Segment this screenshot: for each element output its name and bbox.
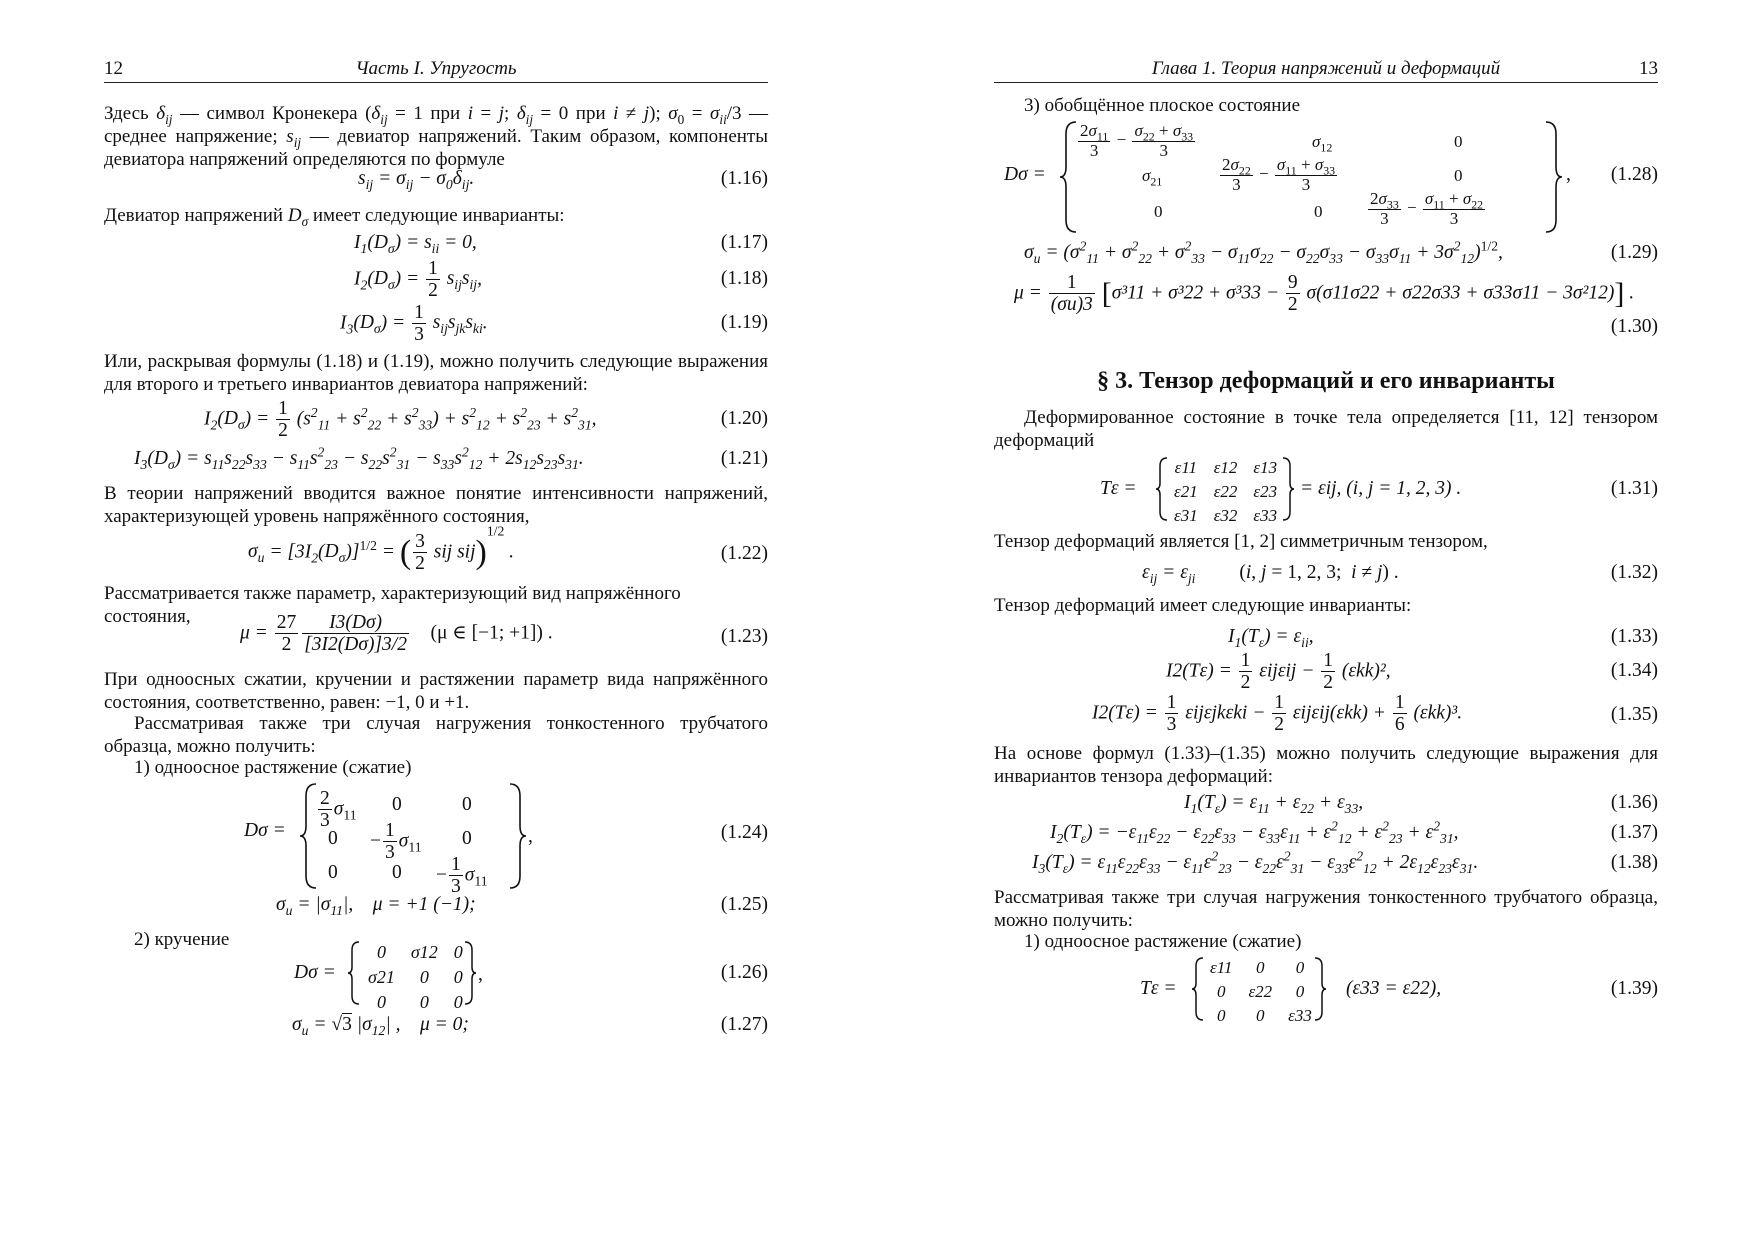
section-title: § 3. Тензор деформаций и его инварианты	[1097, 368, 1555, 394]
paragraph: Или, раскрывая формулы (1.18) и (1.19), можно получить следующие выражения для второго и третьего инвариантов девиатора напряжений:	[104, 351, 768, 395]
equation-number: (1.38)	[1610, 852, 1658, 873]
matrix-cell: 0	[419, 992, 429, 1012]
matrix-cell: 0	[376, 992, 386, 1012]
equation-number: (1.30)	[1610, 316, 1658, 337]
equation-number: (1.22)	[720, 543, 768, 564]
matrix-cell: ε32	[1213, 506, 1238, 525]
matrix-cell: 0	[1216, 982, 1226, 1001]
page-number: 12	[104, 58, 123, 79]
equation-1-22: $\sigma_u = [3I_2(D_\sigma)]^{1/2}$ = ( $\frac{3}{2}$ sij sij)$^{1/2}$ . (1.22)	[248, 523, 768, 575]
matrix-cell: 0	[1295, 982, 1305, 1001]
paragraph: Здесь $\delta_{ij}$ — символ Кронекера ($\delta_{ij} = 1$ при i = j; $\delta_{ij} = 0$ при i ≠ j); $\sigma_0 = \sigma_{ii}/3$ — среднее напряжение; $s_{ij}$ — девиатор напряжений. Таким образом, компоненты девиатора напряжений определяются по формуле	[104, 103, 769, 170]
list-item: 1) одноосное растяжение (сжатие)	[134, 757, 412, 778]
equation-number: (1.21)	[720, 448, 768, 469]
matrix-cell: 0	[1256, 958, 1265, 977]
matrix-cell: ε11	[1210, 958, 1233, 977]
equation-1-20: $I_2(D_\sigma)$ = $\frac{1}{2}$ $(s^2_{11} + s^2_{22} + s^2_{33}) + s^2_{12} + s^2_{23} + s^2_{31}$, (1.20)	[204, 398, 768, 442]
equation-1-26: Dσ = 0 σ12 0 σ21 0 0 0 0 0 , (1.26)	[104, 940, 768, 1006]
paragraph: Деформированное состояние в точке тела определяется [11, 12] тензором деформаций	[994, 407, 1658, 451]
matrix-cell: 0	[419, 967, 429, 987]
matrix-cell: ε22	[1248, 982, 1273, 1001]
equation-number: (1.33)	[1610, 626, 1658, 647]
equation-number: (1.31)	[1610, 478, 1658, 499]
matrix-cell: ε33	[1288, 1006, 1312, 1025]
right-page: Глава 1. Теория напряжений и деформаций 13 3) обобщённое плоское состояние Dσ = $\frac{2\sigma_{11}}{3}$ − $\frac{\sigma_{22} + \sigma_{33}}{3}$ $\sigma_{12}$ 0 $\sigma_{21}$ $\frac{2\sigma_{22}}{3}$ − $\frac{\sigma_{11} + \sigma_{33}}{3}$ 0 0 0 $\frac{2\sigma_{33}}{3}$ − $\frac{\sigma_{11} + \sigma_{22}}{3}$ , (1.28) $\sigma_u = (\sigma^2_{11} + \sigma^2_{22} + \sigma^2_{33} - \sigma_{11}\sigma_{22} - \sigma_{22}\sigma_{33} - \sigma_{33}\sigma_{11} + 3\sigma^2_{12})^{1/2}$, (1.29) μ = $\frac{1}{(\sigma u)3}$ [σ³11 + σ³22 + σ³33 − $\frac{9}{2}$ σ(σ11σ22 + σ22σ33 + σ33σ11 − 3σ²12)] . (1.30) § 3. Тензор деформаций и его инварианты Деформированное состояние в точке тела определяется [11, 12] тензором деформаций Tε = ε11 ε12 ε13 ε21 ε22 ε23 ε31 ε32 ε33 = εij, (i, j = 1, 2, 3) . (1.31) Тензор деформаций является [1, 2] симметричным тензором, $\varepsilon_{ij} = \varepsilon_{ji}$ (i, j = 1, 2, 3; i ≠ j) . (1.32) Тензор деформаций имеет следующие инварианты: $I_1(T_\varepsilon) = \varepsilon_{ii}$, (1.33) I2(Tε) = $\frac{1}{2}$ εijεij − $\frac{1}{2}$ (εkk)², (1.34) I2(Tε) = $\frac{1}{3}$ εijεjkεki − $\frac{1}{2}$ εijεij(εkk) + $\frac{1}{6}$ (εkk)³. (1.35) На основе формул (1.33)–(1.35) можно получить следующие выражения для инвариантов тензора деформаций: $I_1(T_\varepsilon) = \varepsilon_{11} + \varepsilon_{22} + \varepsilon_{33}$, (1.36) $I_2(T_\varepsilon) = -\varepsilon_{11}\varepsilon_{22} - \varepsilon_{22}\varepsilon_{33} - \varepsilon_{33}\varepsilon_{11} + \varepsilon^2_{12} + \varepsilon^2_{23} + \varepsilon^2_{31}$, (1.37) $I_3(T_\varepsilon) = \varepsilon_{11}\varepsilon_{22}\varepsilon_{33} - \varepsilon_{11}\varepsilon^2_{23} - \varepsilon_{22}\varepsilon^2_{31} - \varepsilon_{33}\varepsilon^2_{12} + 2\varepsilon_{12}\varepsilon_{23}\varepsilon_{31}$. (1.38) Рассматривая также три случая нагружения тонкостенного трубчатого образца, можно получить: 1) одноосное растяжение (сжатие) Tε = ε11 0 0 0 ε22 0 0 0 ε33 (ε33 = ε22), (1.39)	[994, 0, 1658, 1241]
matrix-cell: ε13	[1253, 458, 1278, 477]
equation-number: (1.39)	[1610, 978, 1658, 999]
list-item: 1) одноосное растяжение (сжатие)	[1024, 931, 1302, 952]
matrix	[360, 940, 471, 1015]
equation-number: (1.16)	[720, 168, 768, 189]
list-item: 3) обобщённое плоское состояние	[1024, 95, 1301, 116]
paragraph: Тензор деформаций является [1, 2] симметричным тензором,	[994, 531, 1488, 552]
running-header	[104, 56, 768, 83]
paragraph: Девиатор напряжений $D_\sigma$ имеет следующие инварианты:	[104, 205, 565, 229]
running-head-title: Часть I. Упругость	[355, 58, 517, 79]
matrix-cell: ε33	[1253, 506, 1278, 525]
matrix-cell: 0	[1295, 958, 1305, 977]
equation-number: (1.35)	[1610, 704, 1658, 725]
matrix-cell: σ21	[368, 967, 395, 987]
equation-1-19: $I_3(D_\sigma)$ = $\frac{1}{3}$ $s_{ij}s_{jk}s_{ki}$. (1.19)	[340, 302, 768, 346]
matrix-cell: ε21	[1174, 482, 1198, 501]
matrix-cell: 0	[1256, 1006, 1265, 1025]
matrix-cell: 0	[453, 942, 463, 962]
equation-number: (1.23)	[720, 626, 768, 647]
equation-number: (1.17)	[720, 232, 768, 253]
matrix-cell: ε31	[1174, 506, 1198, 525]
matrix-cell: σ12	[410, 942, 438, 962]
paragraph: Рассматривая также три случая нагружения тонкостенного трубчатого образца, можно получить:	[104, 713, 768, 757]
paragraph: Рассматривается также параметр, характеризующий вид напряжённого состояния,	[104, 583, 681, 627]
equation-1-35: I2(Tε) = $\frac{1}{3}$ εijεjkεki − $\frac{1}{2}$ εijεij(εkk) + $\frac{1}{6}$ (εkk)³. (1.35)	[1092, 692, 1658, 736]
matrix-cell: ε22	[1213, 482, 1238, 501]
equation-number: (1.32)	[1610, 562, 1658, 583]
matrix-cell: ε11	[1174, 458, 1198, 477]
equation-number: (1.19)	[720, 312, 768, 333]
matrix	[1202, 956, 1320, 1028]
equation-1-31: Tε = ε11 ε12 ε13 ε21 ε22 ε23 ε31 ε32 ε33 = εij, (i, j = 1, 2, 3) . (1.31)	[994, 456, 1658, 522]
matrix	[1166, 456, 1285, 528]
matrix-cell: 0	[376, 942, 386, 962]
equation-number: (1.37)	[1610, 822, 1658, 843]
running-head-title: Глава 1. Теория напряжений и деформаций	[1151, 58, 1501, 79]
equation-number: (1.27)	[720, 1014, 768, 1035]
paragraph: В теории напряжений вводится важное понятие интенсивности напряжений, характеризующей уровень напряжённого состояния,	[104, 483, 768, 527]
equation-number: (1.18)	[720, 268, 768, 289]
equation-number: (1.34)	[1610, 660, 1658, 681]
equation-number: (1.25)	[720, 894, 768, 915]
equation-number: (1.29)	[1610, 242, 1658, 263]
list-item: 2) кручение	[134, 929, 230, 950]
paragraph: Тензор деформаций имеет следующие инварианты:	[994, 595, 1412, 616]
matrix-cell: ε12	[1213, 458, 1238, 477]
left-page: 12 Часть I. Упругость Здесь $\delta_{ij}$ — символ Кронекера ($\delta_{ij} = 1$ при i = j; $\delta_{ij} = 0$ при i ≠ j); $\sigma_0 = \sigma_{ii}/3$ — среднее напряжение; $s_{ij}$ — девиатор напряжений. Таким образом, компоненты девиатора напряжений определяются по формуле $s_{ij} = \sigma_{ij} - \sigma_0\delta_{ij}$. (1.16) Девиатор напряжений $D_\sigma$ имеет следующие инварианты: $I_1(D_\sigma) = s_{ii} = 0$, (1.17) $I_2(D_\sigma)$ = $\frac{1}{2}$ $s_{ij}s_{ij}$, (1.18) $I_3(D_\sigma)$ = $\frac{1}{3}$ $s_{ij}s_{jk}s_{ki}$. (1.19) Или, раскрывая формулы (1.18) и (1.19), можно получить следующие выражения для второго и третьего инвариантов девиатора напряжений: $I_2(D_\sigma)$ = $\frac{1}{2}$ $(s^2_{11} + s^2_{22} + s^2_{33}) + s^2_{12} + s^2_{23} + s^2_{31}$, (1.20) $I_3(D_\sigma) = s_{11}s_{22}s_{33} - s_{11}s^2_{23} - s_{22}s^2_{31} - s_{33}s^2_{12} + 2s_{12}s_{23}s_{31}$. (1.21) В теории напряжений вводится важное понятие интенсивности напряжений, характеризующей уровень напряжённого состояния, $\sigma_u = [3I_2(D_\sigma)]^{1/2}$ = ( $\frac{3}{2}$ sij sij)$^{1/2}$ . (1.22) Рассматривается также параметр, характеризующий вид напряжённого состояния, μ = $\frac{27}{2}$ $\frac{I3(D\sigma)}{[3I2(D\sigma)]3/2}$ (μ ∈ [−1; +1]) . (1.23) При одноосных сжатии, кручении и растяжении параметр вида напряжённого состояния, соответственно, равен: −1, 0 и +1. Рассматривая также три случая нагружения тонкостенного трубчатого образца, можно получить: 1) одноосное растяжение (сжатие) Dσ = $\frac{2}{3}$ $\sigma_{11}$ 0 0 0 − $\frac{1}{3}$ $\sigma_{11}$ 0 0 0 − $\frac{1}{3}$ $\sigma_{11}$ , (1.24) $\sigma_u = |\sigma_{11}|$, μ = +1 (−1); (1.25) 2) кручение Dσ = 0 σ12 0 σ21 0 0 0 0 0 , (1.26) $\sigma_u = √3$ $|\sigma_{12}|$ , μ = 0; (1.27)	[104, 58, 769, 1038]
matrix-cell: 0	[1216, 1006, 1226, 1025]
equation-1-28: Dσ = $\frac{2\sigma_{11}}{3}$ − $\frac{\sigma_{22} + \sigma_{33}}{3}$ $\sigma_{12}$ 0 $\sigma_{21}$ $\frac{2\sigma_{22}}{3}$ − $\frac{\sigma_{11} + \sigma_{33}}{3}$ 0 0 0 $\frac{2\sigma_{33}}{3}$ − $\frac{\sigma_{11} + \sigma_{22}}{3}$ , (1.28)	[994, 120, 1658, 234]
matrix-cell: 0	[453, 992, 463, 1012]
equation-number: (1.24)	[720, 822, 768, 843]
equation-number: (1.28)	[1610, 164, 1658, 185]
paragraph: Рассматривая также три случая нагружения тонкостенного трубчатого образца, можно получить:	[994, 887, 1658, 931]
page-number: 13	[1639, 58, 1658, 79]
paragraph: На основе формул (1.33)–(1.35) можно получить следующие выражения для инвариантов тензора деформаций:	[994, 743, 1658, 787]
equation-1-18: $I_2(D_\sigma)$ = $\frac{1}{2}$ $s_{ij}s_{ij}$, (1.18)	[354, 258, 768, 302]
running-header	[994, 56, 1658, 83]
equation-number: (1.20)	[720, 408, 768, 429]
equation-1-24: Dσ = $\frac{2}{3}$ $\sigma_{11}$ 0 0 0 − $\frac{1}{3}$ $\sigma_{11}$ 0 0 0 − $\frac{1}{3}$ $\sigma_{11}$ , (1.24)	[104, 782, 768, 890]
matrix-cell: ε23	[1253, 482, 1278, 501]
equation-number: (1.36)	[1610, 792, 1658, 813]
equation-number: (1.26)	[720, 962, 768, 983]
equation-1-39: Tε = ε11 0 0 0 ε22 0 0 0 ε33 (ε33 = ε22), (1.39)	[994, 956, 1658, 1022]
equation-1-30: μ = $\frac{1}{(\sigma u)3}$ [σ³11 + σ³22 + σ³33 − $\frac{9}{2}$ σ(σ11σ22 + σ22σ33 + σ33σ11 − 3σ²12)] . (1.30)	[1014, 272, 1658, 337]
matrix-cell: 0	[453, 967, 463, 987]
equation-1-34: I2(Tε) = $\frac{1}{2}$ εijεij − $\frac{1}{2}$ (εkk)², (1.34)	[1166, 650, 1658, 694]
equation-1-23: μ = $\frac{27}{2}$ $\frac{I3(D\sigma)}{[3I2(D\sigma)]3/2}$ (μ ∈ [−1; +1]) . (1.23)	[240, 612, 768, 656]
paragraph: При одноосных сжатии, кручении и растяжении параметр вида напряжённого состояния, соответственно, равен: −1, 0 и +1.	[104, 669, 768, 713]
